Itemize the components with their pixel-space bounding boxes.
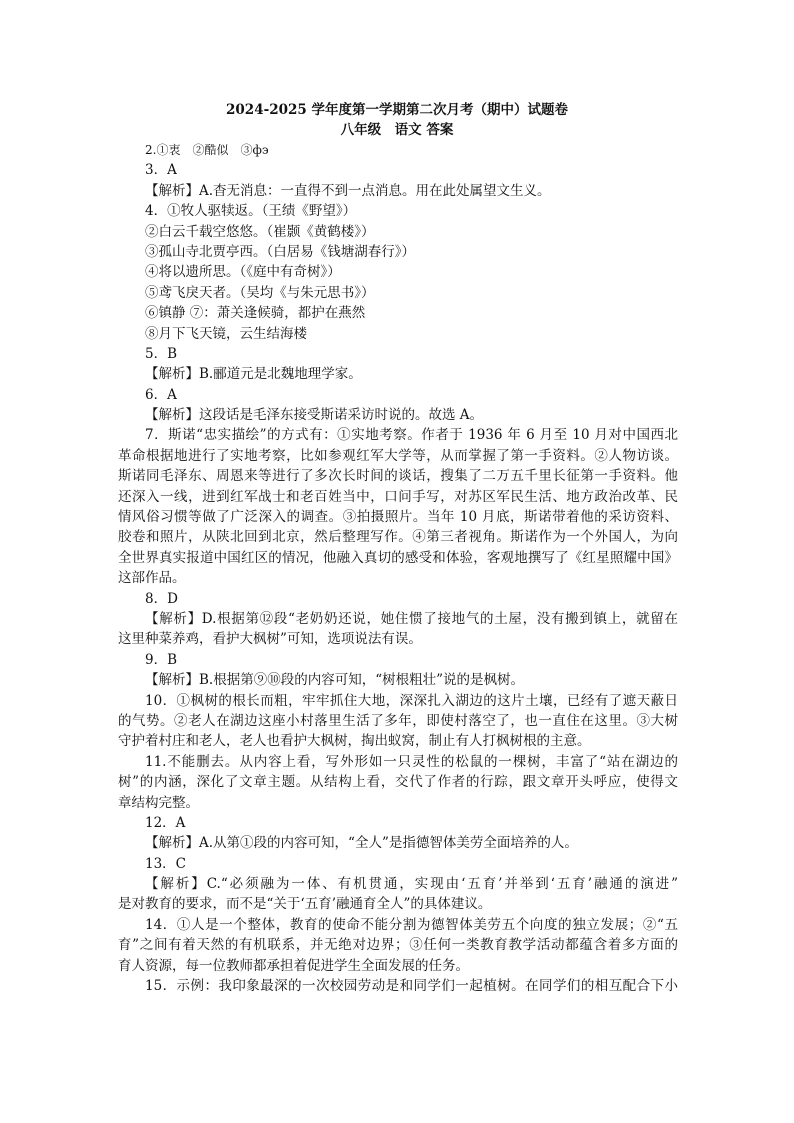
answer-line: 育人资源，每一位教师都承担着促进学生全面发展的任务。 xyxy=(118,957,469,974)
answer-line: ⑧月下飞天镜，云生结海楼 xyxy=(145,325,307,342)
answer-line: 6．A xyxy=(145,386,177,403)
answer-line: 这里种菜养鸡，看护大枫树”可知，选项说法有误。 xyxy=(118,631,422,648)
answer-line: 7．斯诺“忠实描绘”的方式有：①实地考察。作者于 1936 年 6 月至 10 月对中国西北 xyxy=(145,427,678,444)
answer-line: 9．B xyxy=(145,651,178,668)
answer-line: 还深入一线，进到红军战士和老百姓当中，口问手写，对苏区军民生活、地方政治改革、民 xyxy=(118,488,678,505)
answer-line: 8．D xyxy=(145,590,178,607)
answer-line: 革命根据地进行了实地考察，比如参观红军大学等，从而掌握了第一手资料。②人物访谈。 xyxy=(118,447,678,464)
answer-line: 育”之间有着天然的有机联系，并无绝对边界；③任何一类教育教学活动都蕴含着多方面的 xyxy=(118,937,678,954)
answer-line: 是对教育的要求，而不是“关于‘五育’融通育全人”的具体建议。 xyxy=(118,896,492,913)
answer-line: 2.①衷 ②酷似 ③фэ xyxy=(145,143,269,157)
answer-line: ④将以遗所思。（《庭中有奇树》） xyxy=(145,264,341,281)
answer-body xyxy=(118,140,678,996)
answer-line: ⑤鸢飞戾天者。（吴均《与朱元思书》） xyxy=(145,284,375,301)
answer-line: 【解析】B.郦道元是北魏地理学家。 xyxy=(145,366,362,383)
answer-line: 全世界真实报道中国红区的情况，他融入真切的感受和体验，客观地撰写了《红星照耀中国》 xyxy=(118,549,678,566)
answer-line: 12．A xyxy=(145,814,186,831)
answer-line: 情风俗习惯等做了广泛深入的调查。③拍摄照片。当年 10 月底，斯诺带着他的采访资料、 xyxy=(118,509,678,526)
answer-line: 胶卷和照片，从陕北回到北京，然后整理写作。④第三者视角。斯诺作为一个外国人，为向 xyxy=(118,529,678,546)
answer-line: 10．①枫树的根长而粗，牢牢抓住大地，深深扎入湖边的这片土壤，已经有了遮天蔽日 xyxy=(145,692,678,709)
answer-line: ③孤山寺北贾亭西。（白居易《钱塘湖春行》） xyxy=(145,243,415,260)
answer-line: 5．B xyxy=(145,345,178,362)
answer-line: 【解析】这段话是毛泽东接受斯诺采访时说的。故选 A。 xyxy=(145,407,484,424)
answer-line: 章结构完整。 xyxy=(118,794,199,811)
answer-line: 11.不能删去。从内容上看，写外形如一只灵性的松鼠的一棵树，丰富了“站在湖边的 xyxy=(145,753,678,770)
answer-line: 的气势。②老人在湖边这座小村落里生活了多年，即使村落空了，也一直住在这里。③大树 xyxy=(118,712,678,729)
answer-line: 【解析】A.从第①段的内容可知，“全人”是指德智体美劳全面培养的人。 xyxy=(145,835,578,852)
answer-line: 斯诺同毛泽东、周恩来等进行了多次长时间的谈话，搜集了二万五千里长征第一手资料。他 xyxy=(118,468,678,485)
answer-line: 4．①牧人驱犊返。（王绩《野望》） xyxy=(145,203,357,220)
answer-line: 15．示例：我印象最深的一次校园劳动是和同学们一起植树。在同学们的相互配合下小 xyxy=(145,978,678,995)
answer-line: 【解析】C.“必须融为一体、有机贯通，实现由‘五育’并举到‘五育’融通的演进” xyxy=(145,876,678,893)
page-title: 2024-2025 学年度第一学期第二次月考（期中）试题卷 xyxy=(226,102,568,118)
answer-line: 14．①人是一个整体，教育的使命不能分割为德智体美劳五个向度的独立发展；②“五 xyxy=(145,916,678,933)
answer-line: 树”的内涵，深化了文章主题。从结构上看，交代了作者的行踪，跟文章开头呼应，使得文 xyxy=(118,774,678,791)
answer-line: 【解析】A.杳无消息：一直得不到一点消息。用在此处属望文生义。 xyxy=(145,182,551,199)
answer-line: 守护着村庄和老人，老人也看护大枫树，掏出蚁窝，制止有人打枫树根的主意。 xyxy=(118,733,591,750)
answer-line: ⑥镇静 ⑦：萧关逢候骑，都护在燕然 xyxy=(145,305,366,322)
answer-line: ②白云千载空悠悠。（崔颢《黄鹤楼》） xyxy=(145,223,375,240)
answer-line: 【解析】B.根据第⑨⑩段的内容可知，“树根粗壮”说的是枫树。 xyxy=(145,672,525,689)
answer-line: 这部作品。 xyxy=(118,570,186,587)
answer-line: 13．C xyxy=(145,855,187,872)
page-subtitle: 八年级 语文 答案 xyxy=(340,122,454,138)
answer-line: 【解析】D.根据第⑫段“老奶奶还说，她住惯了接地气的土屋，没有搬到镇上，就留在 xyxy=(145,610,678,627)
answer-line: 3．A xyxy=(145,162,177,179)
